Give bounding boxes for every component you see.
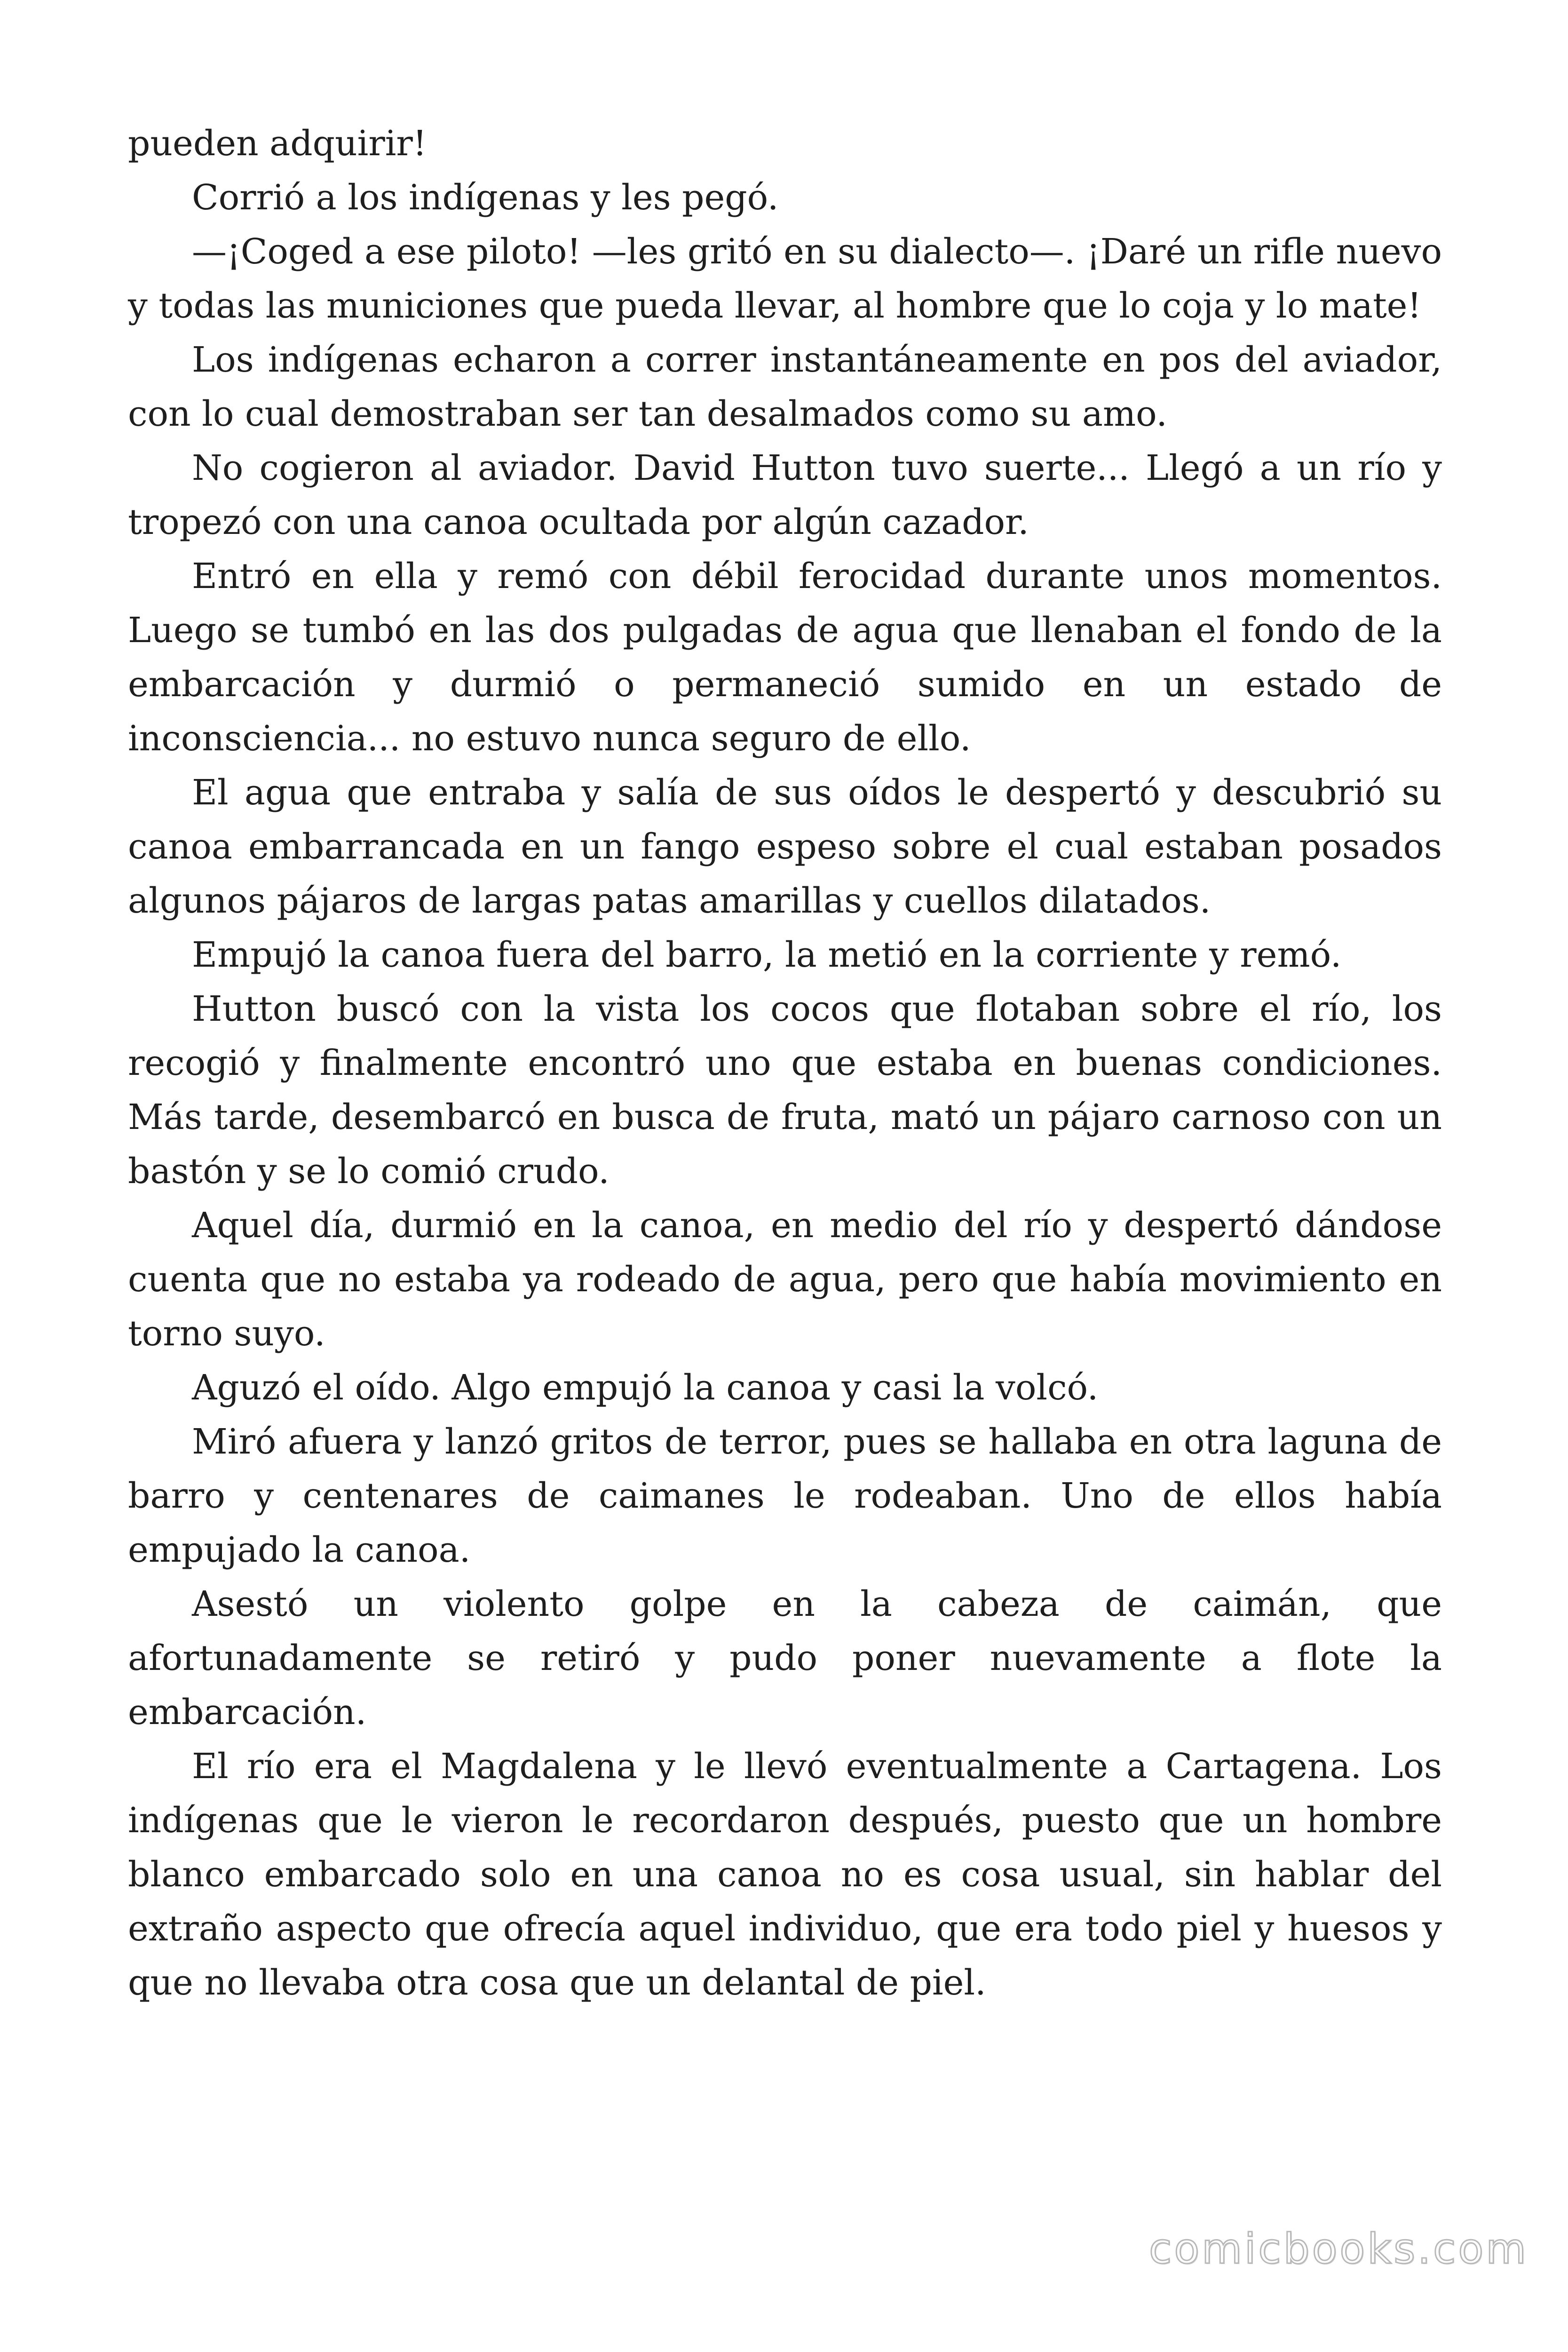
paragraph: Los indígenas echaron a correr instantáneamente en pos del aviador, con lo cual demostraban ser tan desalmados como su amo. <box>128 340 1442 434</box>
paragraph: Entró en ella y remó con débil ferocidad durante unos momentos. Luego se tumbó en las dos pulgadas de agua que llenaban el fondo de la embarcación y durmió o permaneció sumido en un estado de inconsciencia... no estuvo nunca seguro de ello. <box>128 556 1442 759</box>
paragraph: pueden adquirir! <box>128 123 427 164</box>
paragraph: El río era el Magdalena y le llevó eventualmente a Cartagena. Los indígenas que le vieron le recordaron después, puesto que un hombre blanco embarcado solo en una canoa no es cosa usual, sin hablar del extraño aspecto que ofrecía aquel individuo, que era todo piel y huesos y que no llevaba otra cosa que un delantal de piel. <box>128 1746 1442 2003</box>
paragraph: —¡Coged a ese piloto! —les gritó en su dialecto—. ¡Daré un rifle nuevo y todas las municiones que pueda llevar, al hombre que lo coja y lo mate! <box>128 231 1442 326</box>
paragraph: Empujó la canoa fuera del barro, la metió en la corriente y remó. <box>192 935 1342 975</box>
paragraph: Aquel día, durmió en la canoa, en medio del río y despertó dándose cuenta que no estaba ya rodeado de agua, pero que había movimiento en torno suyo. <box>128 1205 1442 1354</box>
paragraph: Corrió a los indígenas y les pegó. <box>192 177 779 218</box>
paragraph: Miró afuera y lanzó gritos de terror, pues se hallaba en otra laguna de barro y centenares de caimanes le rodeaban. Uno de ellos había empujado la canoa. <box>128 1422 1442 1570</box>
paragraph: El agua que entraba y salía de sus oídos le despertó y descubrió su canoa embarrancada en un fango espeso sobre el cual estaban posados algunos pájaros de largas patas amarillas y cuellos dilatados. <box>128 772 1442 921</box>
body-text <box>128 117 1442 2010</box>
paragraph: No cogieron al aviador. David Hutton tuvo suerte... Llegó a un río y tropezó con una canoa ocultada por algún cazador. <box>128 448 1442 542</box>
watermark-logo: comicbooks.com <box>1148 2225 1528 2273</box>
paragraph: Asestó un violento golpe en la cabeza de caimán, que afortunadamente se retiró y pudo poner nuevamente a flote la embarcación. <box>128 1584 1442 1732</box>
paragraph: Aguzó el oído. Algo empujó la canoa y casi la volcó. <box>192 1367 1099 1408</box>
paragraph: Hutton buscó con la vista los cocos que flotaban sobre el río, los recogió y finalmente encontró uno que estaba en buenas condiciones. Más tarde, desembarcó en busca de fruta, mató un pájaro carnoso con un bastón y se lo comió crudo. <box>128 989 1442 1192</box>
